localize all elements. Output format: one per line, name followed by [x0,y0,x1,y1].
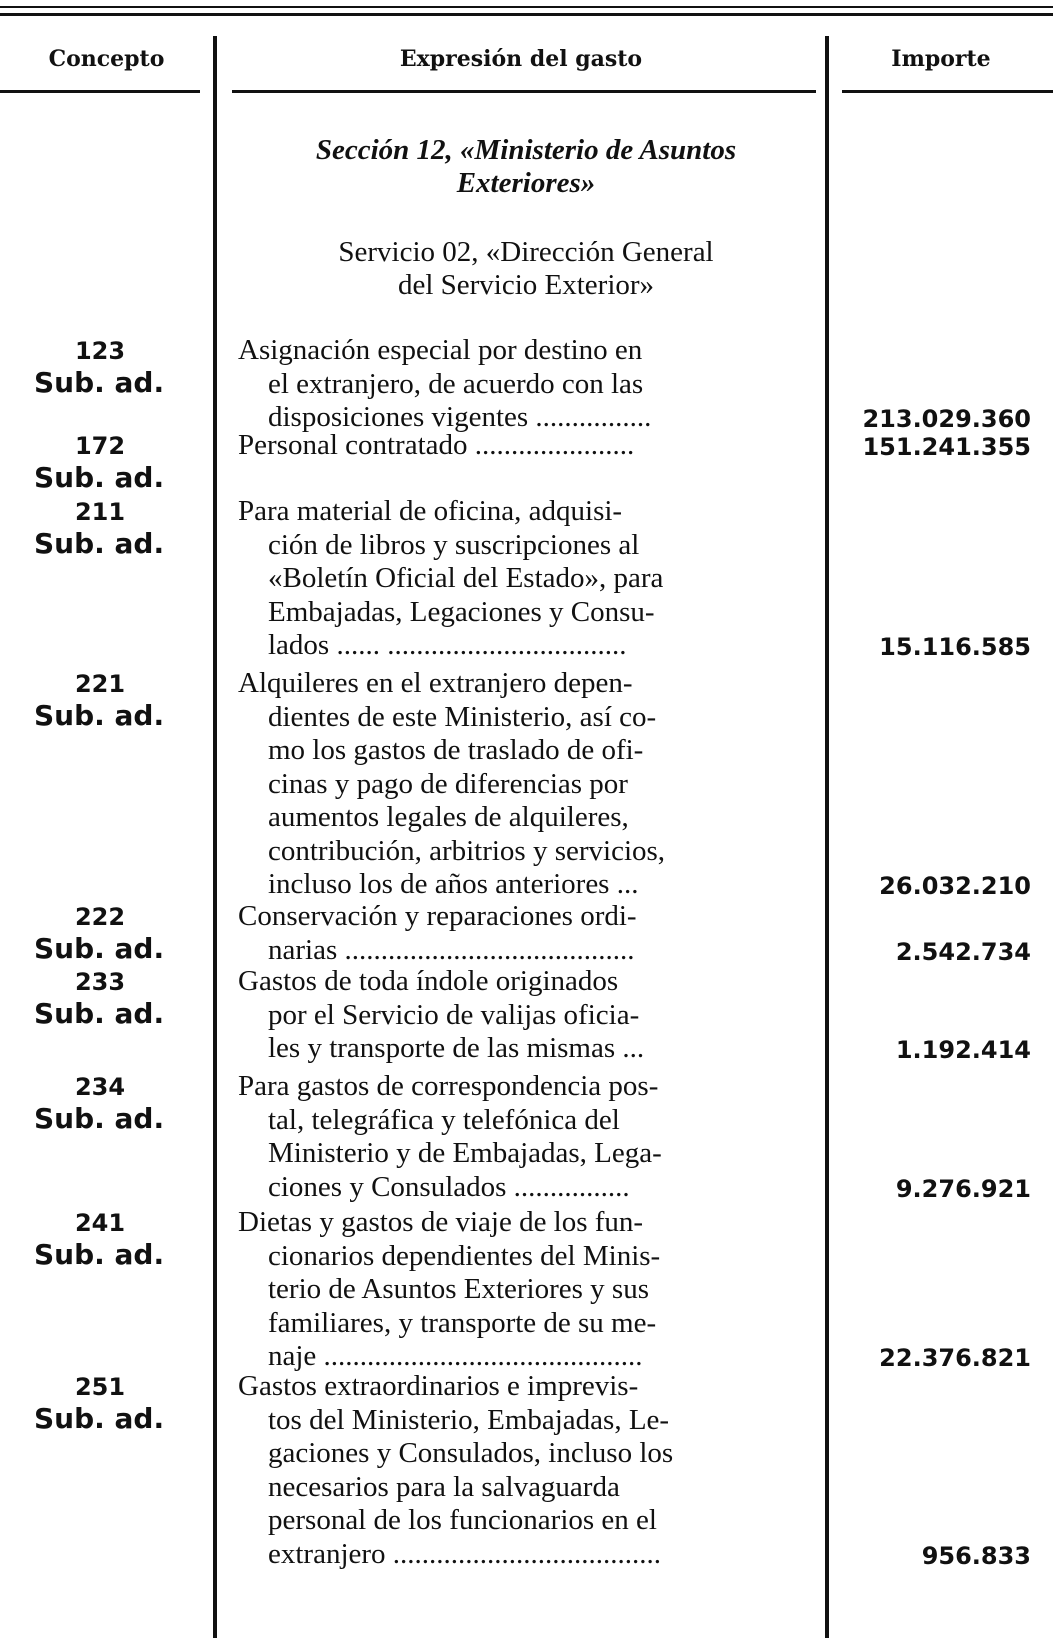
expense-amount: 213.029.360 [862,405,1031,433]
description-line: ción de libros y suscripciones al [268,528,640,561]
description-line: necesarios para la salvaguarda [268,1470,620,1503]
top-rule-thick [0,13,1053,16]
header-expresion: Expresión del gasto [399,46,643,72]
description-line: tos del Ministerio, Embajadas, Le- [268,1403,670,1436]
description-line: terio de Asuntos Exteriores y sus [268,1273,649,1305]
description-line: Personal contratado ...................... [238,429,635,461]
concept-sub-ad: Sub. ad. [34,527,165,560]
service-title [236,236,816,302]
description-line: por el Servicio de valijas oficia- [268,998,640,1031]
expense-description [238,965,814,1066]
section-title-line2: Exteriores» [456,167,596,199]
concept-code: 172 [74,432,126,460]
expense-amount: 2.542.734 [895,937,1031,966]
concept-sub-ad: Sub. ad. [34,366,165,399]
concept-code: 211 [74,498,126,526]
description-line: les y transporte de las mismas ... [268,1032,645,1064]
expense-description [238,1370,814,1571]
expense-amount: 1.192.414 [895,1036,1031,1064]
section-title [236,134,816,200]
description-line: disposiciones vigentes ................ [268,401,652,433]
description-line: extranjero ..................................... [268,1537,662,1570]
expense-description [238,334,814,435]
description-line: Alquileres en el extranjero depen- [238,667,633,699]
description-line: Conservación y reparaciones ordi- [238,900,637,932]
description-line: gaciones y Consulados, incluso los [268,1437,674,1469]
description-line: Gastos extraordinarios e imprevis- [238,1370,639,1402]
header-underline-importe [842,90,1053,93]
expense-description [238,667,814,902]
column-divider-left [213,36,217,1638]
header-underline-expresion [232,90,816,93]
service-title-line2: del Servicio Exterior» [397,269,655,301]
description-line: «Boletín Oficial del Estado», para [268,562,664,594]
concept-sub-ad: Sub. ad. [34,932,165,965]
expense-description [238,1206,814,1374]
description-line: mo los gastos de traslado de ofi- [268,734,644,766]
concept-code: 221 [74,670,126,698]
description-line: naje ............................................ [268,1340,643,1372]
expense-description [238,429,814,463]
concept-sub-ad: Sub. ad. [34,699,165,732]
expense-amount: 9.276.921 [895,1174,1031,1203]
expense-amount: 956.833 [921,1541,1031,1570]
description-line: lados ...... ................................. [268,629,627,661]
expense-amount: 15.116.585 [879,633,1031,661]
concept-sub-ad: Sub. ad. [34,1238,165,1271]
top-rule-thin [0,6,1053,8]
concept-sub-ad: Sub. ad. [34,1102,165,1135]
description-line: aumentos legales de alquileres, [268,801,629,833]
concept-sub-ad: Sub. ad. [34,997,165,1030]
expense-amount: 22.376.821 [879,1344,1031,1372]
description-line: cinas y pago de diferencias por [268,767,628,800]
description-line: Asignación especial por destino en [238,334,643,366]
description-line: contribución, arbitrios y servicios, [268,834,666,867]
concept-code: 123 [74,337,126,365]
service-title-line1: Servicio 02, «Dirección General [338,236,714,268]
column-divider-right [825,36,829,1638]
description-line: el extranjero, de acuerdo con las [268,367,644,400]
description-line: Para material de oficina, adquisi- [238,495,623,527]
description-line: tal, telegráfica y telefónica del [268,1103,620,1136]
description-line: narias ........................................ [268,933,635,966]
concept-code: 222 [74,903,126,931]
concept-sub-ad: Sub. ad. [34,461,165,494]
concept-code: 241 [74,1209,126,1237]
description-line: incluso los de años anteriores ... [268,868,639,900]
expense-amount: 26.032.210 [879,872,1031,900]
description-line: Para gastos de correspondencia pos- [238,1070,659,1102]
concept-sub-ad: Sub. ad. [34,1402,165,1435]
description-line: dientes de este Ministerio, así co- [268,700,657,733]
description-line: ciones y Consulados ................ [268,1170,630,1203]
expense-description [238,900,814,967]
concept-code: 251 [74,1373,126,1401]
section-title-line1: Sección 12, «Ministerio de Asuntos [315,134,737,166]
expense-description [238,1070,814,1204]
description-line: Gastos de toda índole originados [238,965,619,997]
description-line: Embajadas, Legaciones y Consu- [268,595,655,628]
header-importe: Importe [891,46,991,72]
header-concepto: Concepto [48,46,165,72]
description-line: personal de los funcionarios en el [268,1504,657,1536]
expense-description [238,495,814,663]
expense-amount: 151.241.355 [862,433,1031,461]
description-line: familiares, y transporte de su me- [268,1306,657,1339]
description-line: Ministerio y de Embajadas, Lega- [268,1137,662,1169]
description-line: Dietas y gastos de viaje de los fun- [238,1206,644,1238]
concept-code: 234 [74,1073,126,1101]
concept-code: 233 [74,968,126,996]
header-underline-concepto [0,90,200,93]
description-line: cionarios dependientes del Minis- [268,1239,661,1272]
